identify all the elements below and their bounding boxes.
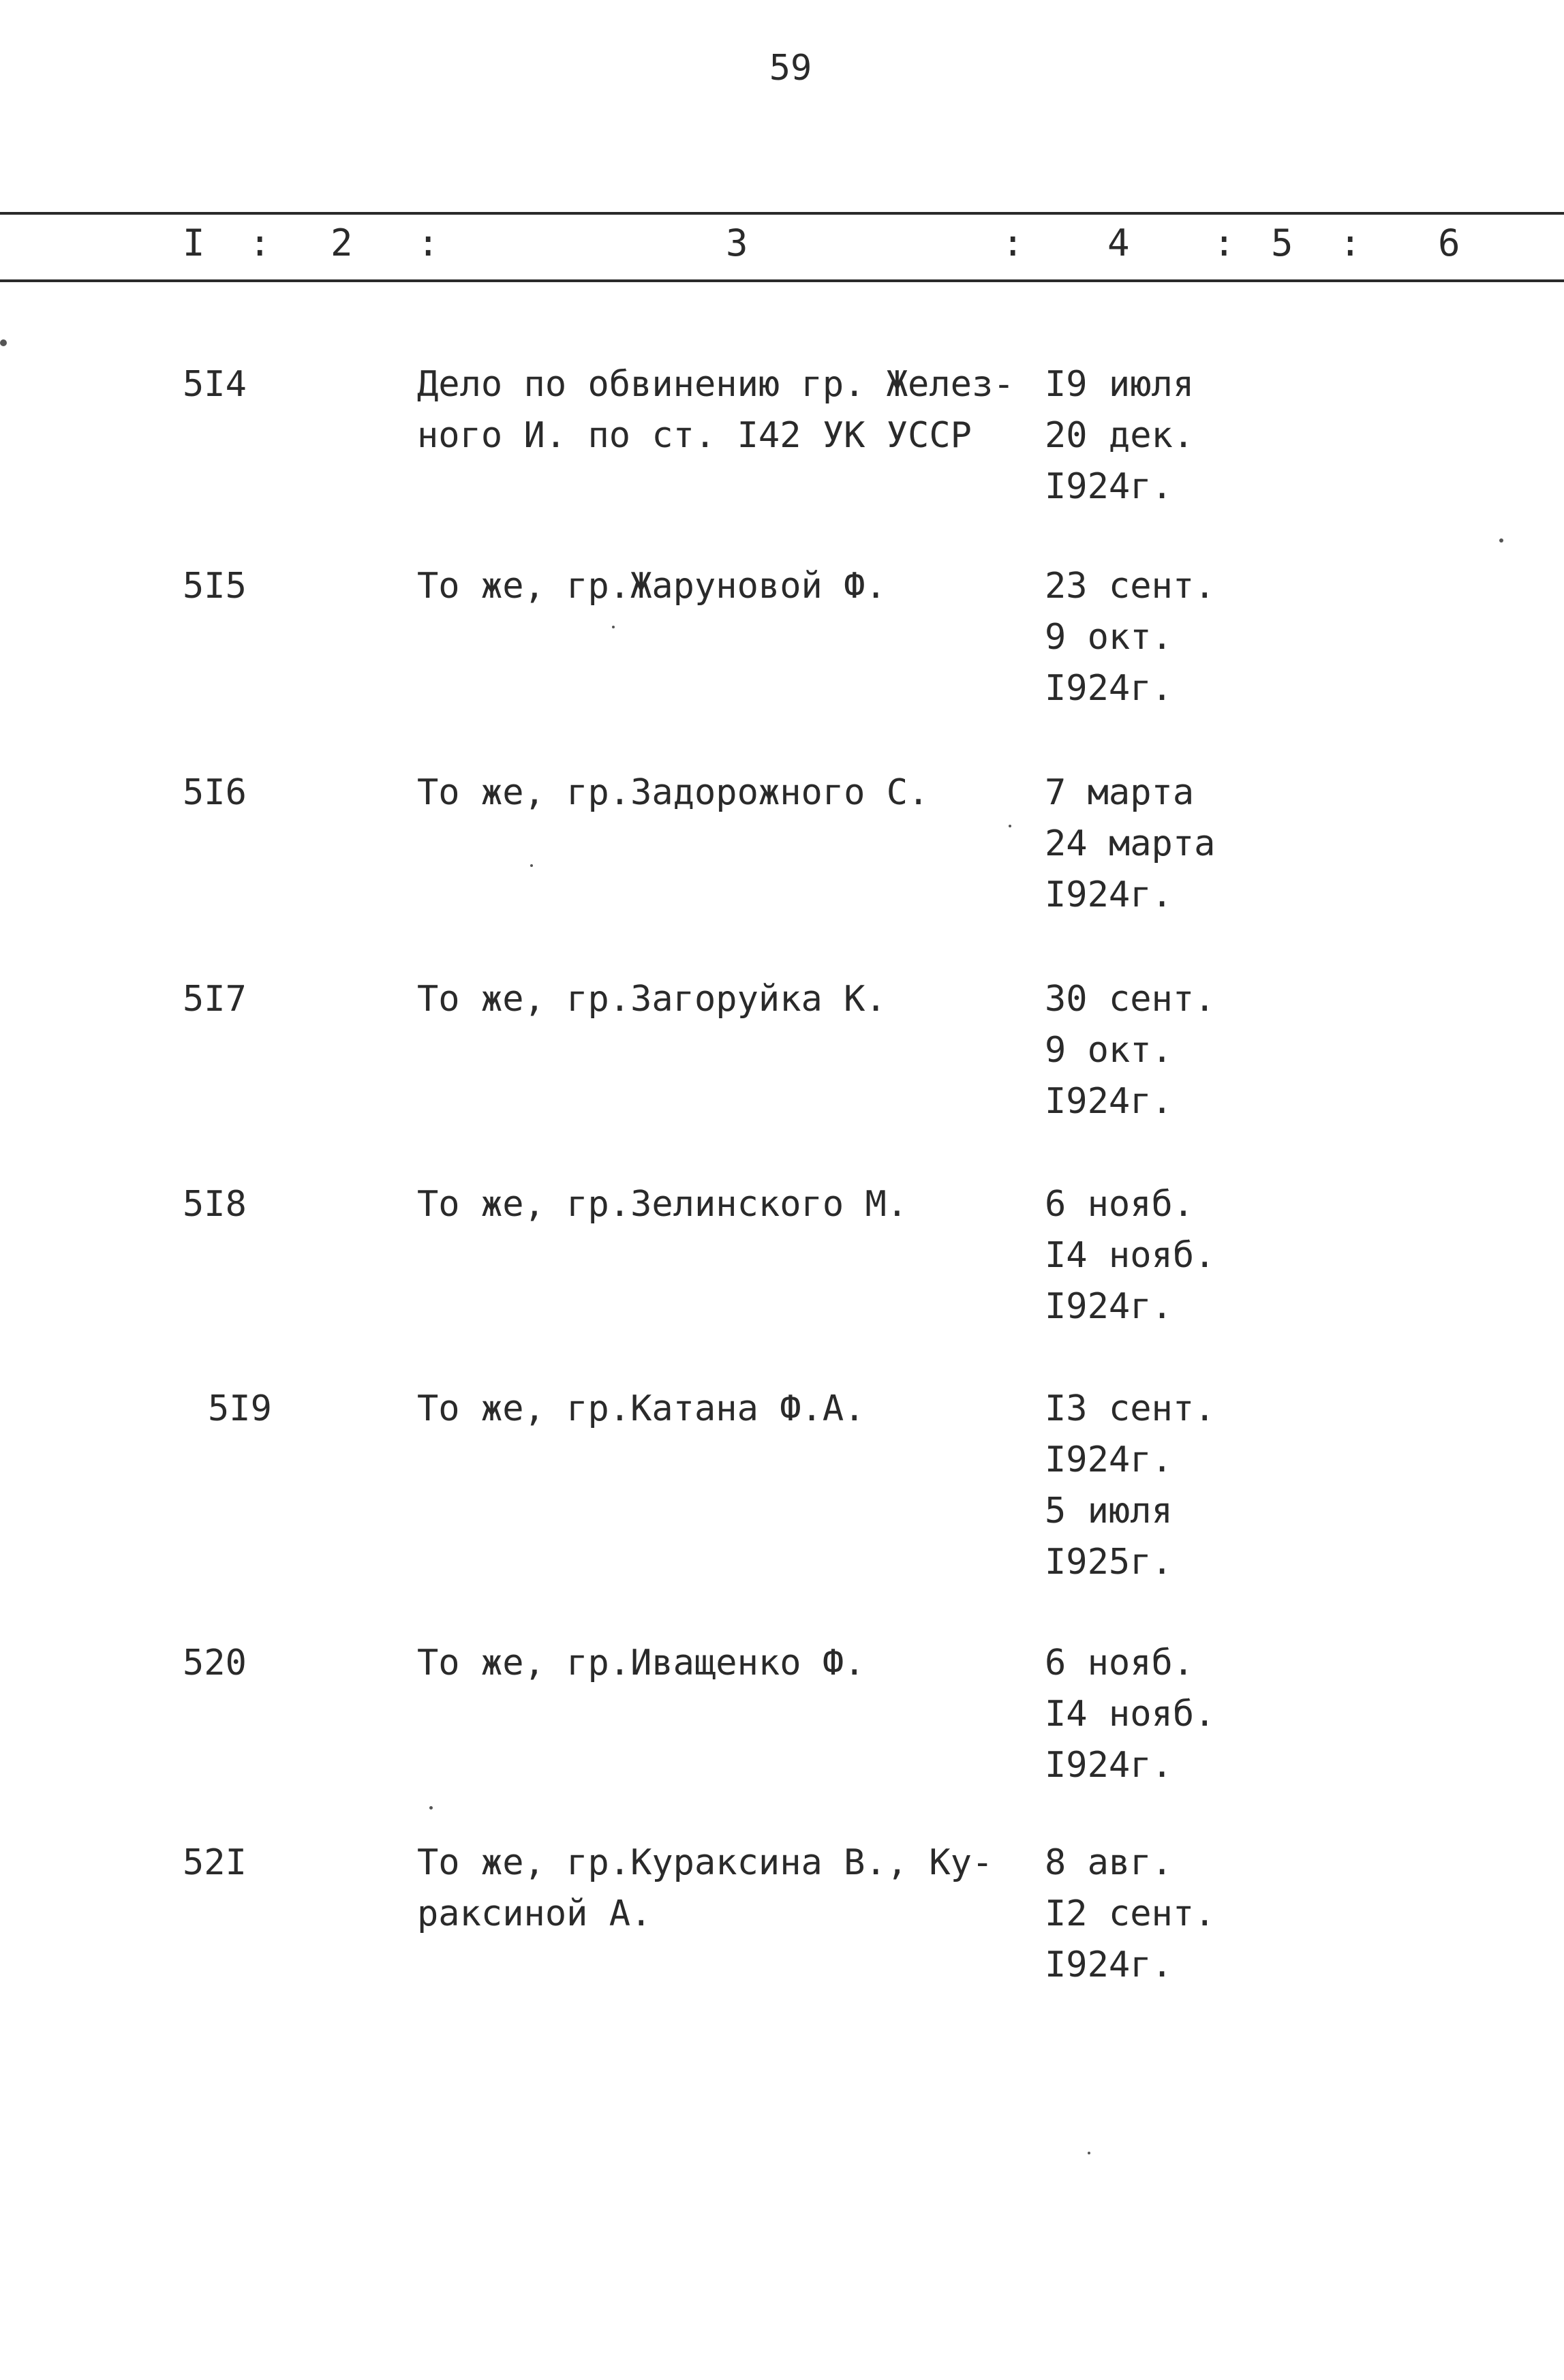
case-description — [417, 1384, 865, 1435]
date-line: I9 июля — [1045, 364, 1195, 405]
date-line: 6 нояб. — [1045, 1184, 1195, 1225]
scan-speck — [530, 864, 533, 867]
date-line: I924г. — [1045, 1286, 1173, 1327]
case-number: 5I8 — [183, 1184, 247, 1225]
date-line: I924г. — [1045, 1745, 1173, 1786]
description-line: То же, гр.Жаруновой Ф. — [417, 566, 887, 607]
scan-speck — [0, 339, 7, 346]
date-line: I3 сент. — [1045, 1388, 1216, 1429]
case-description — [417, 1638, 865, 1689]
case-dates — [1045, 1384, 1215, 1588]
date-line: 6 нояб. — [1045, 1643, 1195, 1683]
scan-speck — [429, 1806, 433, 1810]
case-description — [417, 767, 929, 819]
case-number: 5I6 — [183, 772, 247, 813]
date-line: 20 дек. — [1045, 415, 1195, 456]
page-number: 59 — [769, 48, 812, 89]
header-separator-3: : — [1002, 222, 1024, 264]
header-col-4: 4 — [1107, 222, 1130, 264]
date-line: 23 сент. — [1045, 566, 1216, 607]
header-col-3: 3 — [726, 222, 748, 264]
case-description — [417, 359, 1015, 461]
case-dates — [1045, 561, 1215, 714]
case-dates — [1045, 1837, 1215, 1991]
header-col-6: 6 — [1438, 222, 1460, 264]
date-line: 5 июля — [1045, 1491, 1173, 1531]
description-line: То же, гр.Задорожного С. — [417, 772, 930, 813]
header-separator-4: : — [1213, 222, 1236, 264]
header-col-1: I — [183, 222, 205, 264]
date-line: 24 марта — [1045, 823, 1216, 864]
case-number: 5I5 — [183, 566, 247, 607]
header-col-5: 5 — [1271, 222, 1293, 264]
date-line: I924г. — [1045, 466, 1173, 507]
scan-speck — [1009, 825, 1011, 827]
date-line: I924г. — [1045, 1439, 1173, 1480]
description-line: То же, гр.Кураксина В., Ку- — [417, 1842, 994, 1883]
date-line: 9 окт. — [1045, 1030, 1173, 1071]
date-line: I925г. — [1045, 1542, 1173, 1583]
description-line: Дело по обвинению гр. Желез- — [417, 364, 1015, 405]
description-line: То же, гр.Зелинского М. — [417, 1184, 908, 1225]
header-separator-5: : — [1339, 222, 1362, 264]
description-line: ного И. по ст. I42 УК УССР — [417, 415, 972, 456]
date-line: I924г. — [1045, 668, 1173, 709]
date-line: 30 сент. — [1045, 979, 1216, 1020]
case-number: 5I4 — [183, 364, 247, 405]
description-line: То же, гр.Иващенко Ф. — [417, 1643, 865, 1683]
description-line: То же, гр.Загоруйка К. — [417, 979, 887, 1020]
date-line: 9 окт. — [1045, 617, 1173, 658]
case-description — [417, 974, 887, 1025]
date-line: I2 сент. — [1045, 1893, 1216, 1934]
description-line: раксиной А. — [417, 1893, 652, 1934]
case-description — [417, 1837, 993, 1940]
header-col-2: 2 — [331, 222, 353, 264]
scan-speck — [612, 626, 615, 628]
header-separator-2: : — [417, 222, 440, 264]
case-number: 52I — [183, 1842, 247, 1883]
date-line: I924г. — [1045, 1081, 1173, 1122]
date-line: I924г. — [1045, 874, 1173, 915]
date-line: I924г. — [1045, 1944, 1173, 1985]
case-dates — [1045, 359, 1194, 513]
case-number: 520 — [183, 1643, 247, 1683]
case-dates — [1045, 1179, 1215, 1332]
case-description — [417, 1179, 908, 1230]
header-separator-1: : — [249, 222, 271, 264]
scan-speck — [1499, 538, 1503, 543]
case-dates — [1045, 1638, 1215, 1791]
table-header-top-rule — [0, 212, 1564, 215]
case-number: 5I9 — [208, 1388, 272, 1429]
description-line: То же, гр.Катана Ф.А. — [417, 1388, 865, 1429]
table-header-bottom-rule — [0, 279, 1564, 282]
scan-speck — [1088, 2152, 1090, 2154]
case-number: 5I7 — [183, 979, 247, 1020]
date-line: I4 нояб. — [1045, 1694, 1216, 1735]
date-line: I4 нояб. — [1045, 1235, 1216, 1276]
date-line: 8 авг. — [1045, 1842, 1173, 1883]
case-dates — [1045, 767, 1215, 921]
case-dates — [1045, 974, 1215, 1127]
case-description — [417, 561, 887, 612]
date-line: 7 марта — [1045, 772, 1195, 813]
